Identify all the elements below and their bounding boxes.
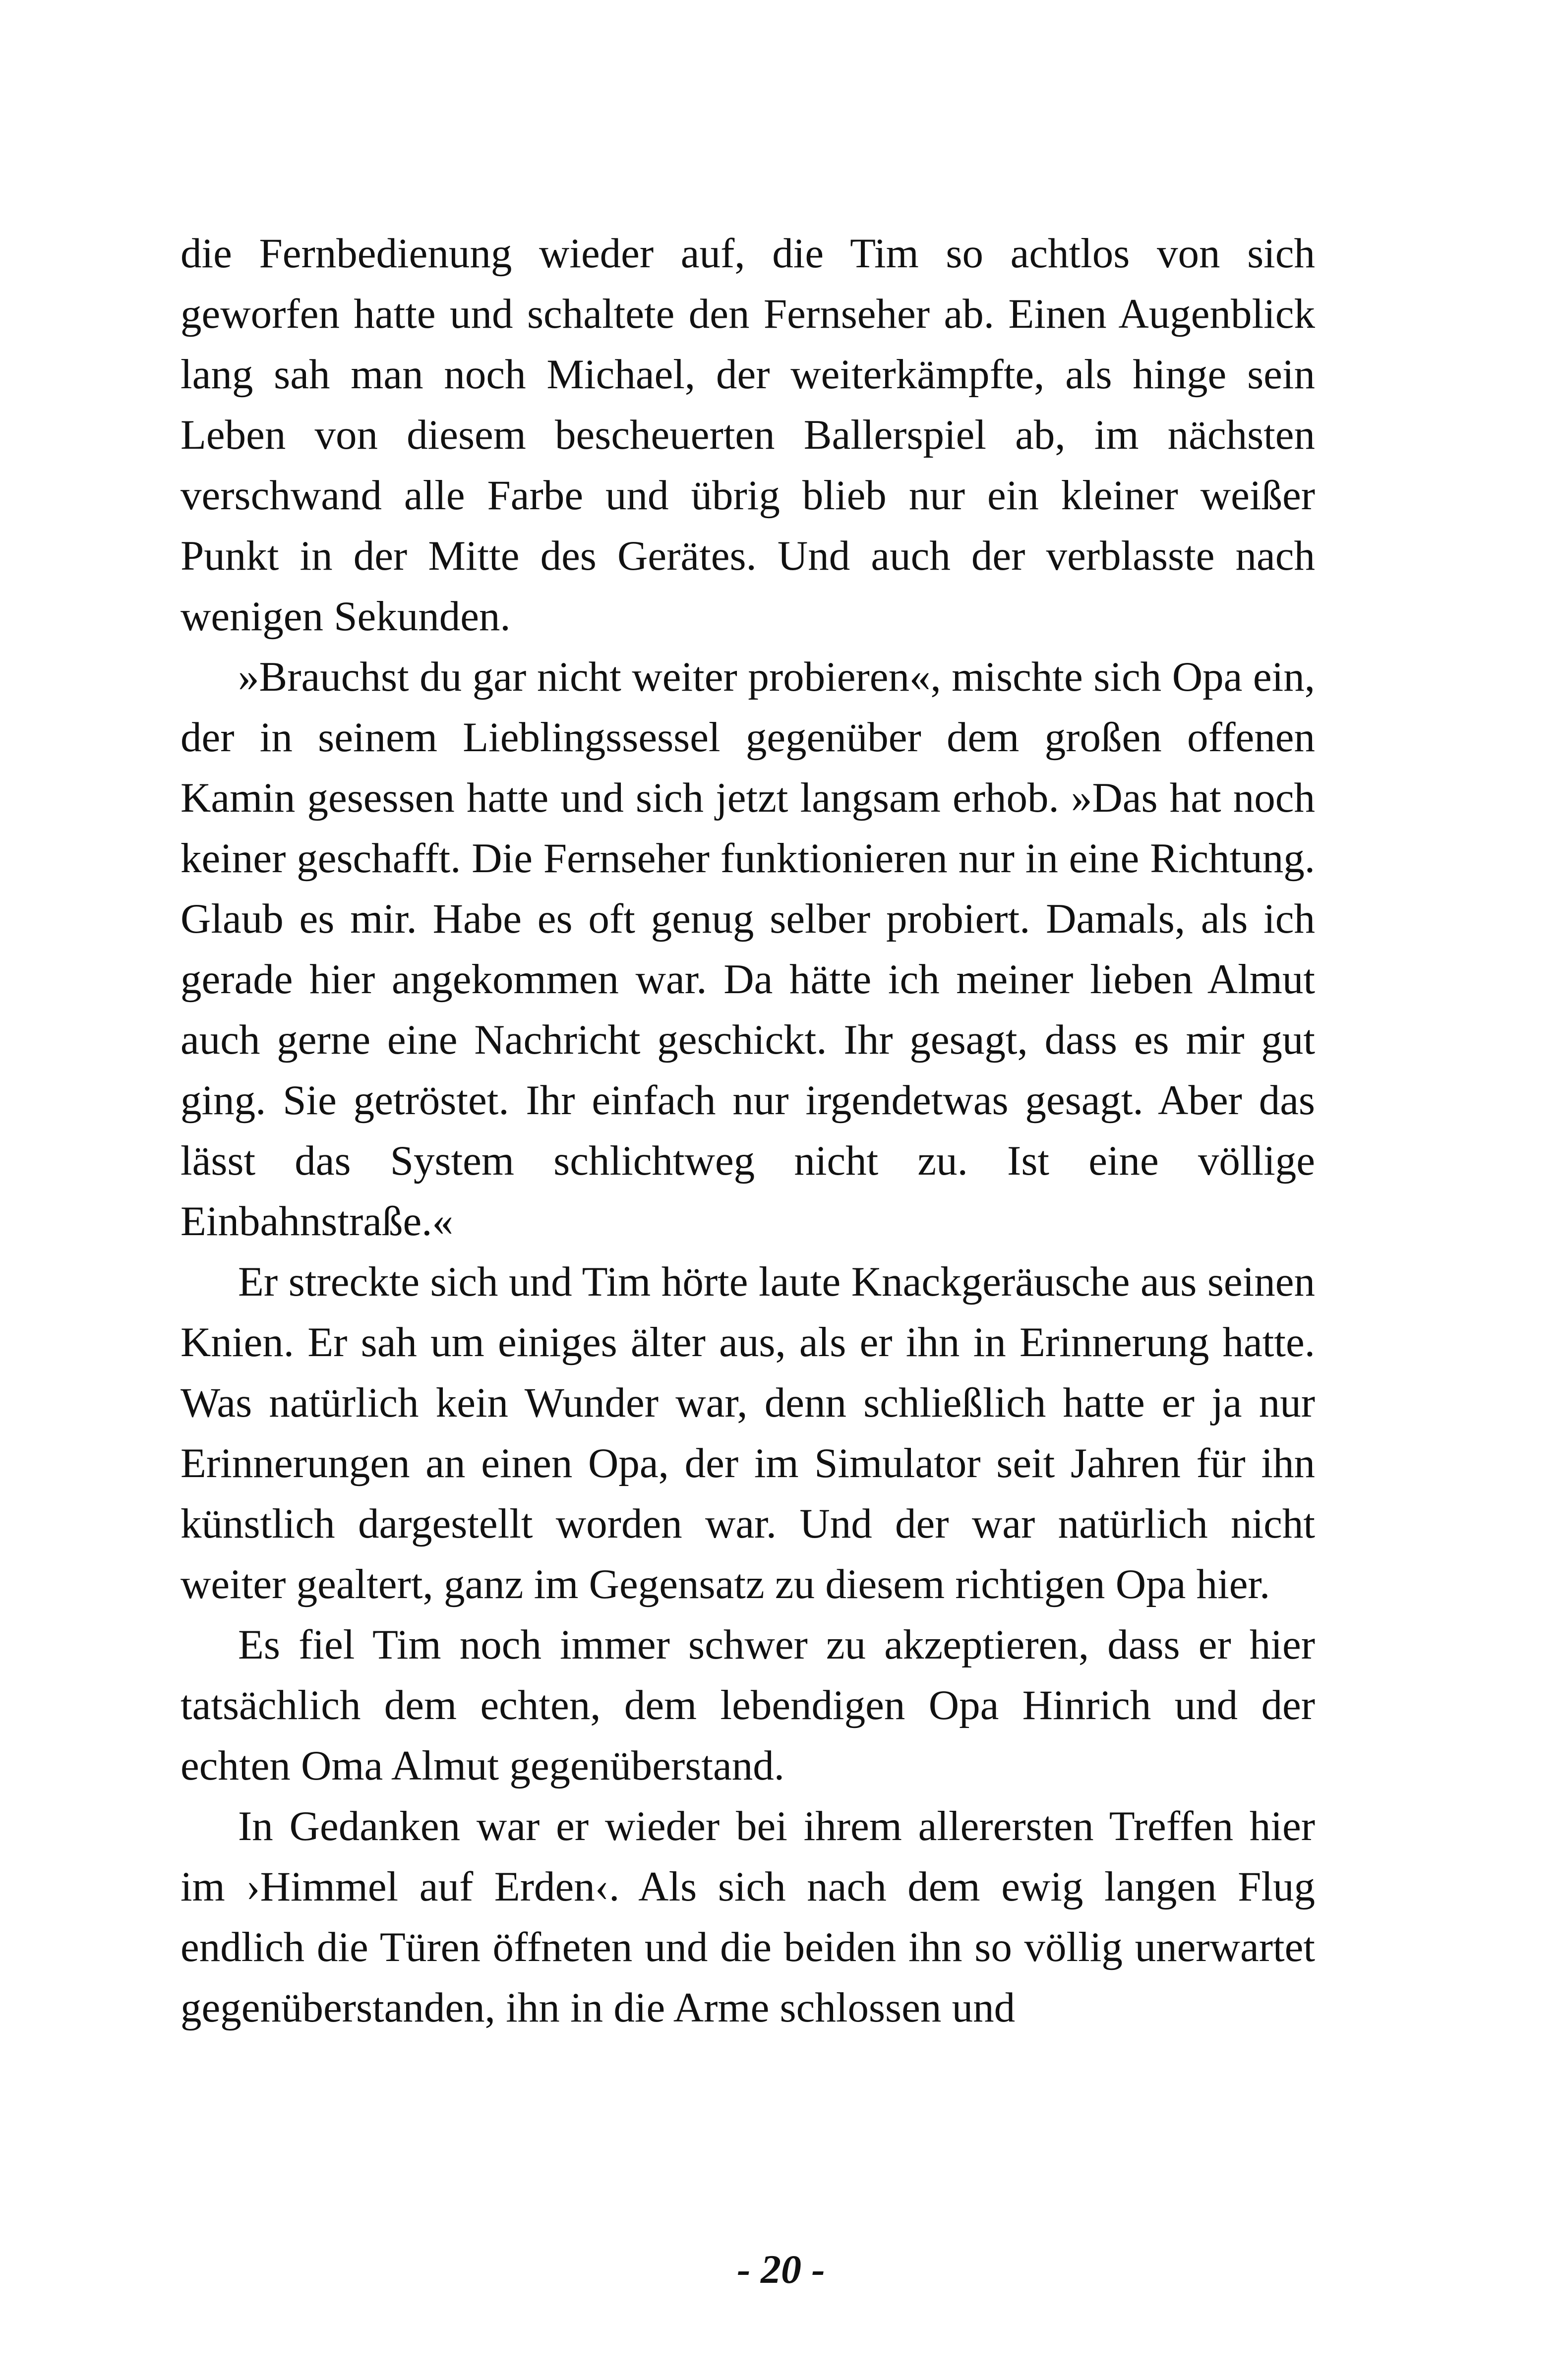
paragraph-2: »Brauchst du gar nicht weiter probieren«, mischte sich Opa ein, der in seinem Lieblingssessel gegenüber dem großen offenen Kamin gesessen hatte und sich jetzt langsam erhob. »Das hat noch keiner geschafft. Die Fernseher funktionieren nur in eine Richtung. Glaub es mir. Habe es oft genug selber probiert. Damals, als ich gerade hier angekommen war. Da hätte ich meiner lieben Almut auch gerne eine Nachricht geschickt. Ihr gesagt, dass es mir gut ging. Sie getröstet. Ihr einfach nur irgendetwas gesagt. Aber das lässt das System schlichtweg nicht zu. Ist eine völlige Einbahnstraße.« (180, 654, 1315, 1245)
paragraph-1: die Fernbedienung wieder auf, die Tim so achtlos von sich geworfen hatte und schaltete den Fernseher ab. Einen Augenblick lang sah man noch Michael, der weiterkämpfte, als hinge sein Leben von diesem bescheuerten Ballerspiel ab, im nächsten verschwand alle Farbe und übrig blieb nur ein kleiner weißer Punkt in der Mitte des Gerätes. Und auch der verblasste nach wenigen Sekunden. (180, 230, 1315, 640)
paragraph-3: Er streckte sich und Tim hörte laute Knackgeräusche aus seinen Knien. Er sah um einiges älter aus, als er ihn in Erinnerung hatte. Was natürlich kein Wunder war, denn schließlich hatte er ja nur Erinnerungen an einen Opa, der im Simulator seit Jahren für ihn künstlich dargestellt worden war. Und der war natürlich nicht weiter gealtert, ganz im Gegensatz zu diesem richtigen Opa hier. (180, 1258, 1315, 1607)
page-number: - 20 - (737, 2247, 825, 2292)
paragraph-5: In Gedanken war er wieder bei ihrem allerersten Treffen hier im ›Himmel auf Erden‹. Als sich nach dem ewig langen Flug endlich die Türen öffneten und die beiden ihn so völlig unerwartet gegenüberstanden, ihn in die Arme schlossen und (180, 1803, 1315, 2031)
paragraph-4: Es fiel Tim noch immer schwer zu akzeptieren, dass er hier tatsächlich dem echten, dem lebendigen Opa Hinrich und der echten Oma Almut gegenüberstand. (180, 1621, 1315, 1789)
body-text (180, 223, 1315, 2038)
